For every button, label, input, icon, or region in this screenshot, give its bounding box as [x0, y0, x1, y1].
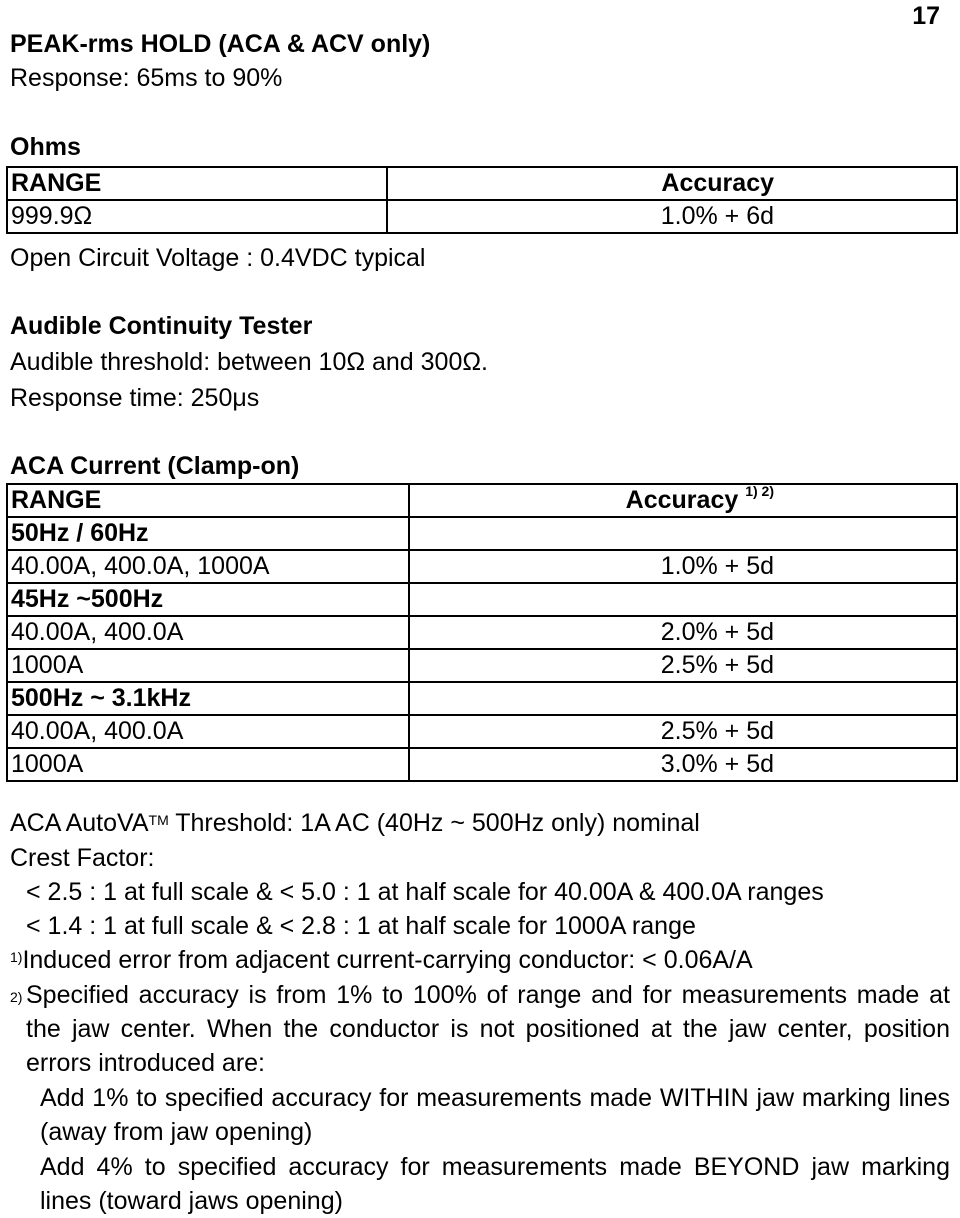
continuity-threshold: Audible threshold: between 10Ω and 300Ω.	[10, 348, 488, 376]
add-4-percent-note: Add 4% to specified accuracy for measurements made BEYOND jaw marking lines (toward jaws opening)	[40, 1153, 950, 1215]
ohms-row-range: 999.9Ω	[7, 200, 387, 233]
footnote-2	[10, 978, 950, 1080]
aca-table	[6, 483, 958, 782]
add-1-percent-note: Add 1% to specified accuracy for measurements made WITHIN jaw marking lines (away from jaw opening)	[40, 1084, 950, 1146]
aca-row-range: 500Hz ~ 3.1kHz	[7, 682, 409, 715]
table-row	[7, 167, 957, 200]
page-number: 17	[912, 2, 940, 30]
table-row	[7, 484, 957, 517]
aca-header-range: RANGE	[7, 484, 409, 517]
aca-row-accuracy: 1.0% + 5d	[409, 550, 957, 583]
ohms-row-accuracy: 1.0% + 6d	[387, 200, 957, 233]
aca-row-accuracy	[409, 682, 957, 715]
table-row	[7, 682, 957, 715]
table-row	[7, 616, 957, 649]
aca-row-accuracy: 2.5% + 5d	[409, 715, 957, 748]
aca-row-accuracy: 2.5% + 5d	[409, 649, 957, 682]
aca-row-range: 40.00A, 400.0A, 1000A	[7, 550, 409, 583]
crest-line-2: < 1.4 : 1 at full scale & < 2.8 : 1 at half scale for 1000A range	[26, 912, 696, 940]
aca-header-footnote-marks: 1) 2)	[745, 483, 774, 499]
aca-header-accuracy-text: Accuracy	[625, 486, 739, 514]
aca-row-accuracy: 3.0% + 5d	[409, 748, 957, 781]
table-row	[7, 748, 957, 781]
aca-header-accuracy	[409, 484, 957, 517]
aca-row-range: 45Hz ~500Hz	[7, 583, 409, 616]
aca-row-accuracy	[409, 583, 957, 616]
table-row	[7, 649, 957, 682]
ohms-title: Ohms	[10, 133, 81, 161]
table-row	[7, 550, 957, 583]
aca-row-range: 1000A	[7, 748, 409, 781]
footnote-2-mark: 2)	[10, 989, 23, 1005]
continuity-response: Response time: 250μs	[10, 384, 260, 412]
ohms-header-range: RANGE	[7, 167, 387, 200]
crest-title: Crest Factor:	[10, 844, 155, 872]
autova-threshold: Threshold: 1A AC (40Hz ~ 500Hz only) nominal	[168, 809, 700, 837]
aca-row-range: 40.00A, 400.0A	[7, 715, 409, 748]
aca-row-accuracy	[409, 517, 957, 550]
peak-response: Response: 65ms to 90%	[10, 64, 283, 92]
table-row	[7, 517, 957, 550]
table-row	[7, 715, 957, 748]
aca-autova	[10, 806, 700, 840]
ohms-note: Open Circuit Voltage : 0.4VDC typical	[10, 244, 426, 272]
table-row	[7, 200, 957, 233]
aca-row-range: 1000A	[7, 649, 409, 682]
aca-title: ACA Current (Clamp-on)	[10, 452, 300, 480]
footnote-2-text: Specified accuracy is from 1% to 100% of range and for measurements made at the jaw center. When the conductor is not positioned at the jaw center, position errors introduced are:	[26, 981, 950, 1077]
crest-line-1: < 2.5 : 1 at full scale & < 5.0 : 1 at half scale for 40.00A & 400.0A ranges	[26, 878, 824, 906]
footnote-1-mark: 1)	[10, 949, 23, 965]
ohms-table	[6, 166, 958, 234]
aca-row-range: 50Hz / 60Hz	[7, 517, 409, 550]
peak-title: PEAK-rms HOLD (ACA & ACV only)	[10, 30, 431, 58]
continuity-title: Audible Continuity Tester	[10, 312, 313, 340]
table-row	[7, 583, 957, 616]
footnote-1	[10, 943, 753, 977]
trademark-mark: TM	[148, 812, 169, 828]
aca-row-range: 40.00A, 400.0A	[7, 616, 409, 649]
autova-label: ACA AutoVA	[10, 809, 149, 837]
ohms-header-accuracy: Accuracy	[387, 167, 957, 200]
footnote-1-text: Induced error from adjacent current-carrying conductor: < 0.06A/A	[22, 946, 753, 974]
aca-row-accuracy: 2.0% + 5d	[409, 616, 957, 649]
